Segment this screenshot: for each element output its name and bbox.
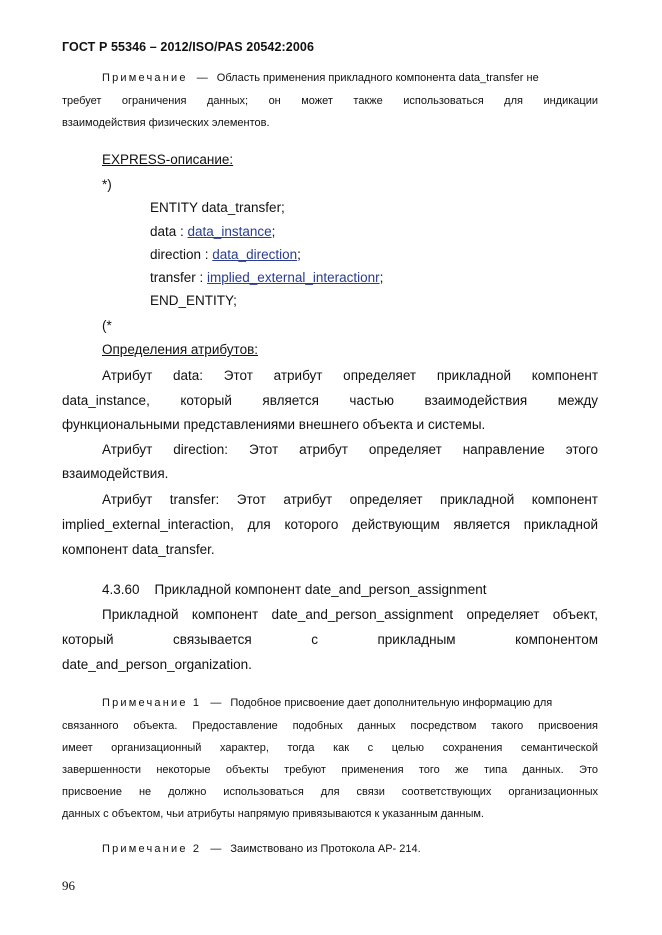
note-top-line3: взаимодействия физических элементов. bbox=[62, 117, 270, 129]
express-attr-direction bbox=[150, 247, 301, 262]
note2-dash: — bbox=[210, 843, 222, 855]
note1-label: Примечание 1 bbox=[102, 697, 202, 709]
express-attr-transfer bbox=[150, 270, 383, 285]
attr-direction-line2: взаимодействия. bbox=[62, 466, 169, 481]
attr-data-line2: data_instance, который является частью взаимодействия между bbox=[62, 393, 598, 408]
express-entity: ENTITY data_transfer; bbox=[150, 200, 285, 215]
attributes-heading: Определения атрибутов: bbox=[102, 342, 259, 357]
implied-external-interaction-link[interactable]: implied_external_interactionr bbox=[207, 270, 380, 285]
note2-line bbox=[102, 838, 421, 861]
section-para-line3: date_and_person_organization. bbox=[62, 657, 252, 672]
express-close: (* bbox=[102, 318, 112, 333]
note1-line1 bbox=[102, 692, 598, 715]
note1-line3: имеет организационный характер, тогда как с целью сохранения семантической bbox=[62, 742, 598, 754]
note-dash: — bbox=[196, 72, 208, 84]
note1-line4: завершенности некоторые объекты требуют применения того же типа данных. Это bbox=[62, 764, 598, 776]
note-top-line2: требует ограничения данных; он может также использоваться для индикации bbox=[62, 95, 598, 107]
section-heading: 4.3.60 Прикладной компонент date_and_person_assignment bbox=[102, 582, 487, 597]
note1-text: Подобное присвоение дает дополнительную информацию для bbox=[230, 697, 553, 709]
express-heading: EXPRESS-описание: bbox=[102, 152, 234, 167]
express-end: END_ENTITY; bbox=[150, 293, 237, 308]
note-label: Примечание bbox=[102, 72, 188, 84]
attr-transfer-line1: Атрибут transfer: Этот атрибут определяет прикладной компонент bbox=[102, 492, 598, 507]
note1-line6: данных с объектом, чьи атрибуты напрямую привязываются к указанным данным. bbox=[62, 808, 484, 820]
attr-data-line1: Атрибут data: Этот атрибут определяет прикладной компонент bbox=[102, 368, 598, 383]
note2-label: Примечание 2 bbox=[102, 843, 202, 855]
note1-dash: — bbox=[210, 697, 222, 709]
note-text: Область применения прикладного компонента data_transfer не bbox=[216, 72, 539, 84]
section-para-line2: который связывается с прикладным компонентом bbox=[62, 632, 598, 647]
attr-name: direction : bbox=[150, 247, 213, 262]
data-direction-link[interactable]: data_direction bbox=[212, 247, 298, 262]
document-header: ГОСТ Р 55346 – 2012/ISO/PAS 20542:2006 bbox=[62, 40, 314, 54]
attr-direction-line1: Атрибут direction: Этот атрибут определяет направление этого bbox=[102, 442, 598, 457]
attr-transfer-line2: implied_external_interaction, для которого действующим является прикладной bbox=[62, 517, 598, 532]
note2-text: Заимствовано из Протокола АР- 214. bbox=[230, 843, 421, 855]
note1-line2: связанного объекта. Предоставление подобных данных посредством такого присвоения bbox=[62, 720, 598, 732]
attr-name: transfer : bbox=[150, 270, 208, 285]
express-attr-data bbox=[150, 224, 275, 239]
note1-line5: присвоение не должно использоваться для связи соответствующих организационных bbox=[62, 786, 598, 798]
note-top-line1 bbox=[102, 67, 597, 90]
attr-suffix: ; bbox=[271, 224, 276, 239]
attr-transfer-line3: компонент data_transfer. bbox=[62, 542, 215, 557]
attr-suffix: ; bbox=[297, 247, 301, 262]
attr-name: data : bbox=[150, 224, 188, 239]
express-open: *) bbox=[102, 177, 112, 192]
attr-suffix: ; bbox=[379, 270, 384, 285]
data-instance-link[interactable]: data_instance bbox=[187, 224, 272, 239]
page-number: 96 bbox=[62, 878, 75, 893]
attr-data-line3: функциональными представлениями внешнего объекта и системы. bbox=[62, 417, 486, 432]
section-para-line1: Прикладной компонент date_and_person_assignment определяет объект, bbox=[102, 607, 598, 622]
